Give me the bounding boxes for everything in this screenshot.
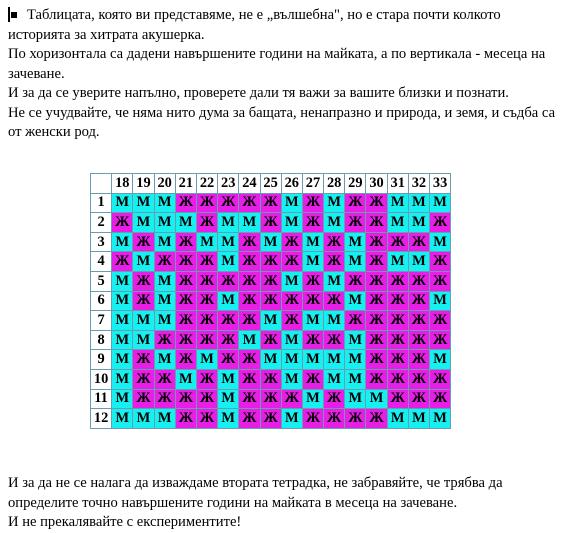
cell-female: Ж [408, 291, 429, 311]
cell-female: Ж [366, 350, 387, 370]
cell-female: Ж [133, 271, 154, 291]
cell-male: М [345, 291, 366, 311]
table-row [91, 252, 451, 272]
table-row [91, 409, 451, 429]
month-header-cell: 7 [91, 311, 112, 331]
age-header-cell: 23 [218, 174, 239, 194]
age-header-cell: 26 [281, 174, 302, 194]
cell-female: Ж [154, 330, 175, 350]
cell-female: Ж [260, 389, 281, 409]
cell-female: Ж [366, 291, 387, 311]
cell-female: Ж [302, 409, 323, 429]
cell-male: М [154, 232, 175, 252]
month-header-cell: 3 [91, 232, 112, 252]
table-row [91, 311, 451, 331]
intro-paragraph-2: По хоризонтала са дадени навършените години на майката, а по вертикала - месеца на зачеване. [8, 46, 546, 82]
month-header-cell: 2 [91, 213, 112, 233]
cell-male: М [112, 271, 133, 291]
cell-female: Ж [175, 330, 196, 350]
cell-female: Ж [175, 271, 196, 291]
cell-female: Ж [345, 311, 366, 331]
cell-male: М [112, 193, 133, 213]
cell-female: Ж [239, 232, 260, 252]
cell-female: Ж [366, 252, 387, 272]
cell-female: Ж [408, 271, 429, 291]
cell-female: Ж [387, 271, 408, 291]
cell-female: Ж [260, 252, 281, 272]
month-header-cell: 12 [91, 409, 112, 429]
cell-female: Ж [324, 291, 345, 311]
cell-male: М [154, 213, 175, 233]
age-header-cell: 20 [154, 174, 175, 194]
cell-female: Ж [218, 330, 239, 350]
cell-female: Ж [175, 389, 196, 409]
cell-female: Ж [281, 389, 302, 409]
cell-female: Ж [239, 389, 260, 409]
cell-male: М [387, 252, 408, 272]
cell-female: Ж [175, 350, 196, 370]
cell-female: Ж [430, 252, 451, 272]
cell-male: М [239, 213, 260, 233]
age-header-cell: 30 [366, 174, 387, 194]
cell-male: М [324, 311, 345, 331]
cell-female: Ж [302, 271, 323, 291]
intro-paragraph-1: Таблицата, която ви представяме, не е „вълшебна", но е стара почти колкото историята за хитрата акушерка. [8, 7, 501, 43]
cell-female: Ж [239, 350, 260, 370]
cell-male: М [345, 369, 366, 389]
cell-female: Ж [302, 369, 323, 389]
cell-female: Ж [408, 350, 429, 370]
cell-male: М [218, 252, 239, 272]
table-row [91, 350, 451, 370]
month-header-cell: 10 [91, 369, 112, 389]
cell-male: М [324, 271, 345, 291]
cell-female: Ж [387, 311, 408, 331]
cell-male: М [281, 369, 302, 389]
cell-female: Ж [133, 232, 154, 252]
cell-female: Ж [408, 369, 429, 389]
cell-female: Ж [218, 311, 239, 331]
cell-female: Ж [196, 330, 217, 350]
cell-male: М [218, 232, 239, 252]
cell-male: М [430, 291, 451, 311]
cell-female: Ж [366, 271, 387, 291]
outro-text [8, 474, 560, 533]
age-header-cell: 25 [260, 174, 281, 194]
cell-male: М [260, 311, 281, 331]
cell-female: Ж [430, 311, 451, 331]
cell-female: Ж [366, 232, 387, 252]
cell-male: М [112, 330, 133, 350]
month-header-cell: 4 [91, 252, 112, 272]
cell-male: М [175, 369, 196, 389]
cell-female: Ж [196, 271, 217, 291]
cell-male: М [302, 389, 323, 409]
cell-male: М [345, 330, 366, 350]
cell-male: М [302, 252, 323, 272]
cell-female: Ж [408, 311, 429, 331]
cell-male: М [154, 409, 175, 429]
cell-female: Ж [239, 252, 260, 272]
cell-female: Ж [281, 291, 302, 311]
cell-female: Ж [408, 330, 429, 350]
cell-female: Ж [366, 193, 387, 213]
month-header-cell: 11 [91, 389, 112, 409]
table-row [91, 232, 451, 252]
cell-male: М [218, 369, 239, 389]
table-row [91, 369, 451, 389]
cell-male: М [154, 311, 175, 331]
cell-female: Ж [175, 409, 196, 429]
cell-female: Ж [239, 311, 260, 331]
cell-female: Ж [302, 193, 323, 213]
cell-female: Ж [260, 330, 281, 350]
cell-male: М [408, 193, 429, 213]
cell-male: М [281, 330, 302, 350]
cell-female: Ж [196, 409, 217, 429]
cell-male: М [345, 232, 366, 252]
cell-male: М [218, 389, 239, 409]
cell-male: М [387, 213, 408, 233]
cell-female: Ж [345, 213, 366, 233]
cell-male: М [366, 389, 387, 409]
cell-male: М [218, 291, 239, 311]
cell-female: Ж [281, 311, 302, 331]
table-row [91, 291, 451, 311]
cell-male: М [112, 350, 133, 370]
cell-female: Ж [154, 252, 175, 272]
cell-male: М [154, 350, 175, 370]
cell-female: Ж [366, 330, 387, 350]
cell-male: М [408, 213, 429, 233]
cell-female: Ж [112, 252, 133, 272]
bullet-icon [8, 9, 17, 20]
cell-male: М [430, 232, 451, 252]
cell-female: Ж [196, 389, 217, 409]
cell-male: М [430, 409, 451, 429]
cell-male: М [112, 232, 133, 252]
cell-male: М [112, 409, 133, 429]
cell-male: М [387, 193, 408, 213]
cell-male: М [133, 311, 154, 331]
age-header-cell: 21 [175, 174, 196, 194]
cell-male: М [345, 350, 366, 370]
cell-male: М [408, 409, 429, 429]
cell-female: Ж [260, 369, 281, 389]
cell-male: М [133, 409, 154, 429]
cell-male: М [154, 271, 175, 291]
cell-male: М [281, 193, 302, 213]
intro-text [8, 6, 560, 143]
cell-female: Ж [324, 330, 345, 350]
cell-female: Ж [324, 232, 345, 252]
intro-paragraph-3: И за да се уверите напълно, проверете дали тя важи за вашите близки и познати. [8, 85, 509, 101]
cell-male: М [196, 350, 217, 370]
cell-male: М [302, 311, 323, 331]
cell-female: Ж [133, 291, 154, 311]
cell-female: Ж [366, 213, 387, 233]
month-header-cell: 6 [91, 291, 112, 311]
table-row [91, 213, 451, 233]
cell-male: М [218, 409, 239, 429]
cell-female: Ж [430, 389, 451, 409]
cell-female: Ж [324, 409, 345, 429]
table-corner [91, 174, 112, 194]
age-header-cell: 29 [345, 174, 366, 194]
cell-female: Ж [239, 409, 260, 429]
age-header-cell: 32 [408, 174, 429, 194]
age-header-cell: 24 [239, 174, 260, 194]
cell-female: Ж [366, 409, 387, 429]
cell-male: М [154, 193, 175, 213]
cell-male: М [154, 291, 175, 311]
cell-female: Ж [260, 193, 281, 213]
cell-female: Ж [387, 232, 408, 252]
cell-female: Ж [239, 271, 260, 291]
cell-male: М [302, 232, 323, 252]
cell-male: М [387, 409, 408, 429]
cell-male: М [345, 389, 366, 409]
gender-table-wrapper [90, 173, 451, 429]
cell-female: Ж [175, 291, 196, 311]
month-header-cell: 8 [91, 330, 112, 350]
cell-male: М [281, 350, 302, 370]
cell-female: Ж [239, 193, 260, 213]
cell-male: М [175, 213, 196, 233]
cell-female: Ж [324, 389, 345, 409]
cell-male: М [112, 291, 133, 311]
cell-female: Ж [260, 213, 281, 233]
cell-male: М [112, 389, 133, 409]
cell-male: М [196, 232, 217, 252]
cell-female: Ж [366, 369, 387, 389]
cell-female: Ж [324, 252, 345, 272]
month-header-cell: 9 [91, 350, 112, 370]
table-row [91, 271, 451, 291]
cell-male: М [112, 311, 133, 331]
cell-female: Ж [196, 213, 217, 233]
cell-female: Ж [345, 271, 366, 291]
cell-female: Ж [387, 369, 408, 389]
cell-male: М [324, 193, 345, 213]
age-header-row [91, 174, 451, 194]
cell-male: М [324, 369, 345, 389]
cell-female: Ж [239, 291, 260, 311]
cell-female: Ж [281, 252, 302, 272]
cell-female: Ж [387, 330, 408, 350]
cell-female: Ж [112, 213, 133, 233]
cell-female: Ж [408, 389, 429, 409]
month-header-cell: 5 [91, 271, 112, 291]
age-header-cell: 18 [112, 174, 133, 194]
cell-male: М [324, 350, 345, 370]
cell-female: Ж [302, 213, 323, 233]
cell-female: Ж [387, 291, 408, 311]
table-body [91, 193, 451, 428]
cell-female: Ж [239, 369, 260, 389]
cell-female: Ж [260, 271, 281, 291]
cell-female: Ж [430, 330, 451, 350]
cell-female: Ж [175, 252, 196, 272]
cell-female: Ж [260, 409, 281, 429]
outro-paragraph-1: И за да не се налага да изваждаме втората тетрадка, не забравяйте, че трябва да определите точно навършените години на майката в месеца на зачеване. [8, 475, 503, 511]
cell-male: М [430, 193, 451, 213]
age-header-cell: 27 [302, 174, 323, 194]
cell-male: М [239, 330, 260, 350]
cell-female: Ж [387, 389, 408, 409]
cell-female: Ж [281, 232, 302, 252]
cell-female: Ж [430, 369, 451, 389]
cell-female: Ж [218, 271, 239, 291]
cell-male: М [408, 252, 429, 272]
cell-female: Ж [302, 291, 323, 311]
gender-prediction-table [90, 173, 451, 429]
table-row [91, 330, 451, 350]
cell-female: Ж [133, 389, 154, 409]
cell-male: М [133, 330, 154, 350]
age-header-cell: 31 [387, 174, 408, 194]
cell-female: Ж [133, 369, 154, 389]
cell-female: Ж [387, 350, 408, 370]
cell-female: Ж [218, 193, 239, 213]
cell-male: М [345, 252, 366, 272]
cell-female: Ж [302, 330, 323, 350]
cell-female: Ж [133, 350, 154, 370]
cell-male: М [430, 350, 451, 370]
cell-male: М [133, 252, 154, 272]
cell-male: М [281, 213, 302, 233]
cell-female: Ж [366, 311, 387, 331]
intro-paragraph-4: Не се учудвайте, че няма нито дума за бащата, ненапразно и природа, и земя, и съдба са от женски род. [8, 104, 556, 140]
age-header-cell: 28 [324, 174, 345, 194]
table-row [91, 193, 451, 213]
cell-female: Ж [430, 213, 451, 233]
month-header-cell: 1 [91, 193, 112, 213]
outro-paragraph-2: И не прекалявайте с експериментите! [8, 514, 242, 530]
cell-male: М [112, 369, 133, 389]
cell-male: М [302, 350, 323, 370]
cell-male: М [281, 409, 302, 429]
cell-female: Ж [218, 350, 239, 370]
cell-female: Ж [196, 311, 217, 331]
cell-female: Ж [196, 252, 217, 272]
cell-female: Ж [430, 271, 451, 291]
cell-male: М [324, 213, 345, 233]
cell-male: М [260, 350, 281, 370]
cell-female: Ж [260, 291, 281, 311]
age-header-cell: 22 [196, 174, 217, 194]
cell-male: М [281, 271, 302, 291]
cell-female: Ж [175, 193, 196, 213]
cell-male: М [260, 232, 281, 252]
cell-male: М [218, 213, 239, 233]
age-header-cell: 19 [133, 174, 154, 194]
cell-female: Ж [345, 193, 366, 213]
cell-female: Ж [196, 369, 217, 389]
cell-female: Ж [408, 232, 429, 252]
age-header-cell: 33 [430, 174, 451, 194]
cell-female: Ж [175, 311, 196, 331]
cell-female: Ж [175, 232, 196, 252]
table-row [91, 389, 451, 409]
cell-female: Ж [154, 389, 175, 409]
cell-female: Ж [154, 369, 175, 389]
cell-female: Ж [196, 291, 217, 311]
cell-male: М [133, 213, 154, 233]
cell-female: Ж [345, 409, 366, 429]
cell-male: М [133, 193, 154, 213]
cell-female: Ж [196, 193, 217, 213]
